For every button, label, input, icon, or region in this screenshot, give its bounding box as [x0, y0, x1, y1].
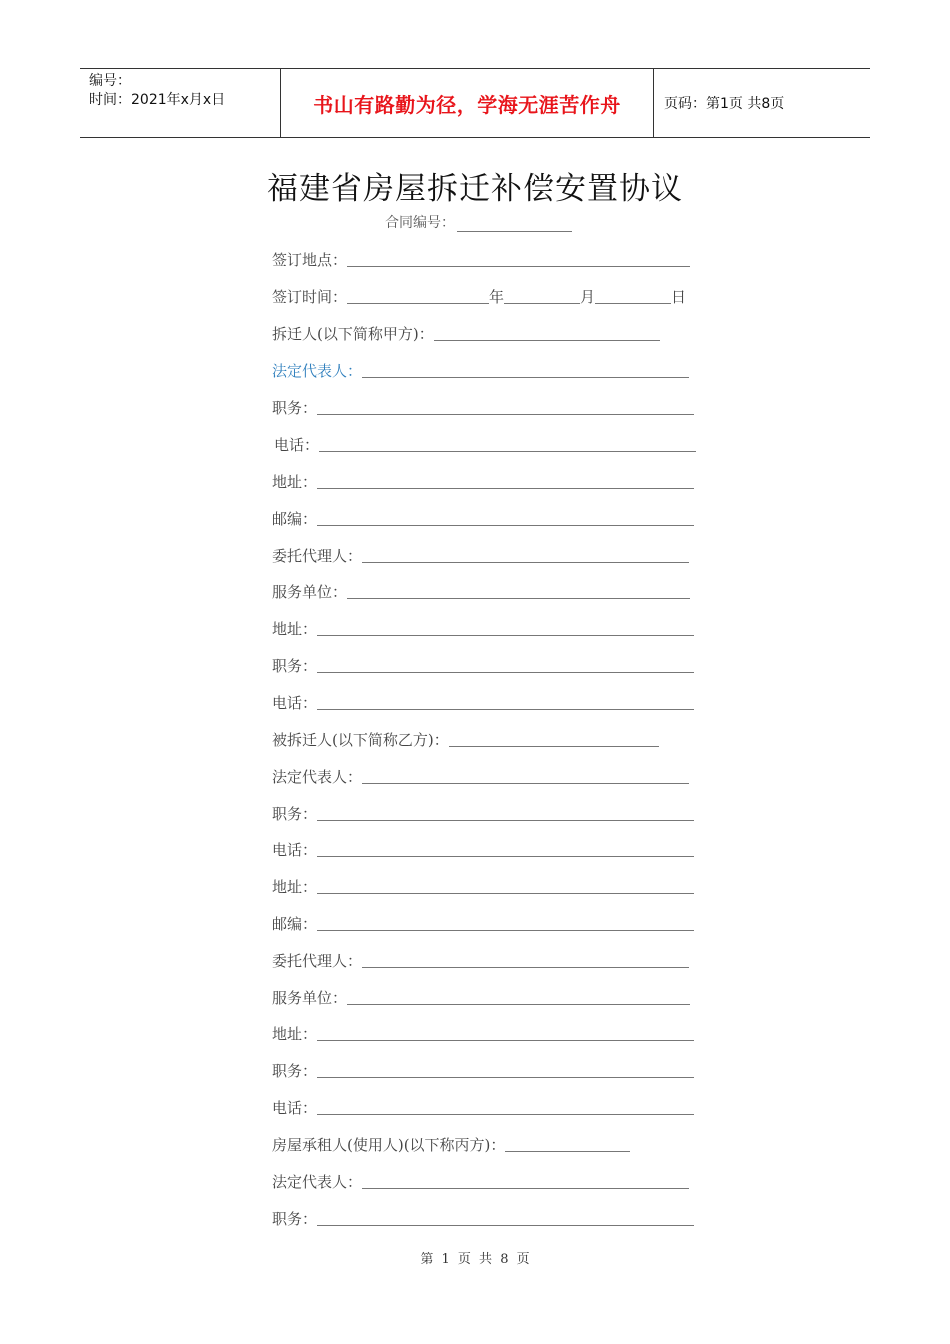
party-a-postcode-row	[272, 507, 694, 529]
party-b-postcode-row	[272, 912, 694, 934]
party-b-agent-position-row	[272, 1059, 694, 1081]
party-b-agent-blank[interactable]	[362, 967, 689, 968]
party-b-position-label: 职务：	[272, 805, 318, 823]
page-footer: 第 1 页 共 8 页	[420, 1252, 530, 1267]
sign-year-blank[interactable]	[347, 303, 489, 304]
page-header	[80, 68, 870, 138]
party-b-agent-address-blank[interactable]	[317, 1040, 694, 1041]
header-motto: 书山有路勤为径，学海无涯苦作舟	[281, 69, 654, 137]
party-a-agent-row	[272, 544, 689, 566]
party-a-position-label: 职务：	[272, 399, 318, 417]
party-b-position-blank[interactable]	[317, 820, 694, 821]
party-c-position-row	[272, 1207, 694, 1229]
party-c-legal-rep-row	[272, 1170, 689, 1192]
month-unit: 月	[580, 288, 596, 306]
party-a-agent-blank[interactable]	[362, 562, 689, 563]
sign-month-blank[interactable]	[504, 303, 580, 304]
party-a-agent-address-blank[interactable]	[317, 635, 694, 636]
party-c-heading: 房屋承租人(使用人)(以下称丙方)：	[272, 1136, 506, 1154]
sign-time-row	[272, 285, 686, 307]
party-a-address-label: 地址：	[272, 473, 318, 491]
sign-day-blank[interactable]	[595, 303, 671, 304]
party-a-legal-rep-blank[interactable]	[362, 377, 689, 378]
party-a-agent-phone-row	[272, 691, 694, 713]
party-b-agent-position-blank[interactable]	[317, 1077, 694, 1078]
contract-number-field	[385, 212, 572, 232]
sign-place-row	[272, 248, 690, 270]
sign-place-blank[interactable]	[347, 266, 690, 267]
party-a-agent-position-blank[interactable]	[317, 672, 694, 673]
header-page-info: 页码：第1页 共8页	[664, 96, 785, 112]
day-unit: 日	[671, 288, 687, 306]
party-a-agent-phone-blank[interactable]	[317, 709, 694, 710]
party-b-legal-rep-row	[272, 765, 689, 787]
party-a-phone-blank[interactable]	[319, 451, 696, 452]
party-a-legal-rep-label: 法定代表人：	[272, 362, 363, 380]
party-b-agent-address-row	[272, 1022, 694, 1044]
party-c-name-blank[interactable]	[505, 1151, 630, 1152]
party-b-agent-address-label: 地址：	[272, 1025, 318, 1043]
party-a-agent-position-row	[272, 654, 694, 676]
party-b-name-blank[interactable]	[449, 746, 659, 747]
party-c-legal-rep-blank[interactable]	[362, 1188, 689, 1189]
party-a-legal-rep-row	[272, 359, 689, 381]
party-b-agent-row	[272, 949, 689, 971]
party-a-employer-blank[interactable]	[347, 598, 690, 599]
header-meta-cell	[80, 69, 281, 137]
party-b-employer-label: 服务单位：	[272, 989, 348, 1007]
party-a-agent-position-label: 职务：	[272, 657, 318, 675]
contract-number-label: 合同编号：	[385, 215, 455, 231]
party-c-position-blank[interactable]	[317, 1225, 694, 1226]
party-c-position-label: 职务：	[272, 1210, 318, 1228]
party-b-agent-phone-row	[272, 1096, 694, 1118]
party-a-phone-row	[274, 433, 696, 455]
document-title: 福建省房屋拆迁补偿安置协议	[267, 171, 683, 207]
party-a-agent-label: 委托代理人：	[272, 547, 363, 565]
year-unit: 年	[489, 288, 505, 306]
party-a-heading-row	[272, 322, 660, 344]
party-a-employer-row	[272, 580, 690, 602]
party-a-position-row	[272, 396, 694, 418]
party-b-phone-blank[interactable]	[317, 856, 694, 857]
party-b-address-row	[272, 875, 694, 897]
party-b-postcode-label: 邮编：	[272, 915, 318, 933]
party-b-heading: 被拆迁人(以下简称乙方)：	[272, 731, 449, 749]
party-b-postcode-blank[interactable]	[317, 930, 694, 931]
party-b-agent-position-label: 职务：	[272, 1062, 318, 1080]
party-a-postcode-label: 邮编：	[272, 510, 318, 528]
party-a-agent-address-row	[272, 617, 694, 639]
party-b-phone-label: 电话：	[272, 841, 318, 859]
party-a-position-blank[interactable]	[317, 414, 694, 415]
party-b-legal-rep-blank[interactable]	[362, 783, 689, 784]
party-a-name-blank[interactable]	[434, 340, 660, 341]
sign-time-label: 签订时间：	[272, 288, 348, 306]
party-b-address-label: 地址：	[272, 878, 318, 896]
party-a-employer-label: 服务单位：	[272, 583, 348, 601]
party-a-address-blank[interactable]	[317, 488, 694, 489]
header-number-label: 编号：	[89, 73, 131, 89]
party-a-agent-address-label: 地址：	[272, 620, 318, 638]
party-b-agent-label: 委托代理人：	[272, 952, 363, 970]
party-c-heading-row	[272, 1133, 630, 1155]
party-a-heading: 拆迁人(以下简称甲方)：	[272, 325, 434, 343]
party-b-employer-row	[272, 986, 690, 1008]
party-b-position-row	[272, 802, 694, 824]
party-b-agent-phone-label: 电话：	[272, 1099, 318, 1117]
party-a-agent-phone-label: 电话：	[272, 694, 318, 712]
header-time-label: 时间：2021年x月x日	[89, 92, 226, 108]
party-b-address-blank[interactable]	[317, 893, 694, 894]
contract-number-blank[interactable]	[457, 216, 572, 232]
party-a-postcode-blank[interactable]	[317, 525, 694, 526]
party-b-phone-row	[272, 838, 694, 860]
party-b-employer-blank[interactable]	[347, 1004, 690, 1005]
party-b-heading-row	[272, 728, 659, 750]
sign-place-label: 签订地点：	[272, 251, 348, 269]
party-a-address-row	[272, 470, 694, 492]
party-b-legal-rep-label: 法定代表人：	[272, 768, 363, 786]
party-c-legal-rep-label: 法定代表人：	[272, 1173, 363, 1191]
party-b-agent-phone-blank[interactable]	[317, 1114, 694, 1115]
party-a-phone-label: 电话：	[274, 436, 320, 454]
